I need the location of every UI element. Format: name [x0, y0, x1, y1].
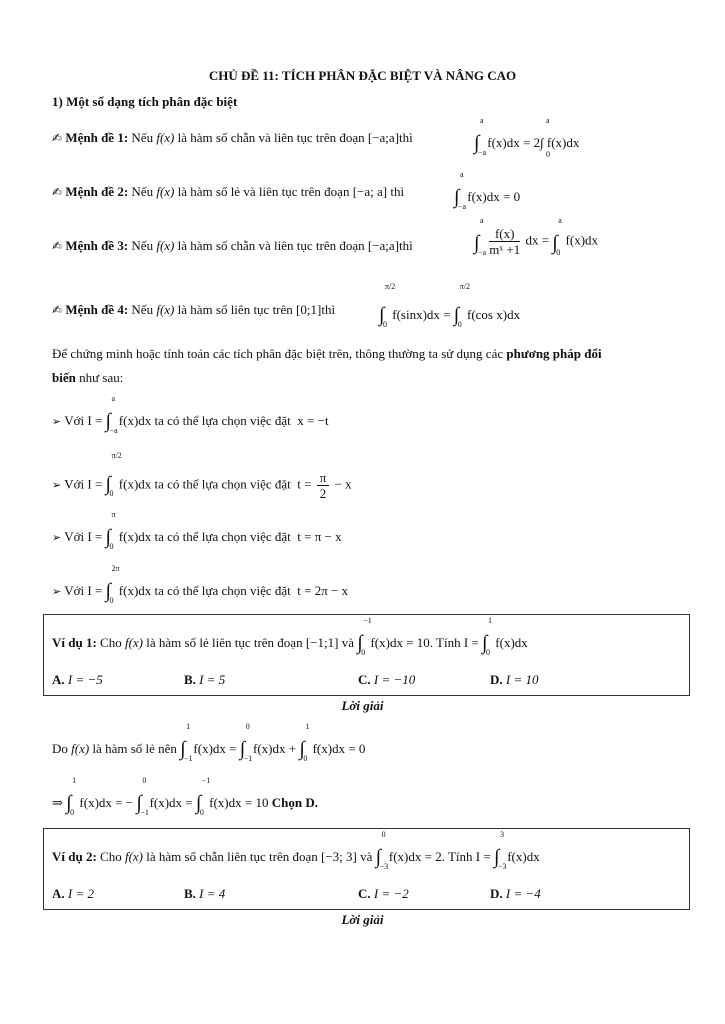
- proposition-label: Mệnh đề 1:: [65, 130, 129, 145]
- intro-paragraph: Để chứng minh hoặc tính toán các tích phân đặc biệt trên, thông thường ta sử dụng các phương pháp đổi: [52, 346, 602, 361]
- solution-label: Lời giải: [341, 698, 384, 713]
- proposition-3: ✍ Mệnh đề 3: Nếu f(x) là hàm số chẵn và liên tục trên đoạn [−a;a]thì: [52, 238, 413, 253]
- option-a: A. I = 2: [52, 886, 94, 901]
- arrow-bullet-icon: ➢: [52, 415, 62, 428]
- section-heading: 1) Một số dạng tích phân đặc biệt: [52, 94, 238, 109]
- arrow-bullet-icon: ➢: [52, 531, 62, 544]
- option-c: C. I = −10: [358, 672, 416, 687]
- proposition-4: ✍ Mệnh đề 4: Nếu f(x) là hàm số liên tục trên [0;1]thì: [52, 302, 336, 317]
- option-a: A. I = −5: [52, 672, 103, 687]
- method-3: ➢ Với I = ∫ π 0 f(x)dx ta có thể lựa chọn việc đặt t = π − x: [52, 510, 342, 551]
- proposition-label: Mệnh đề 3:: [65, 238, 129, 253]
- hand-pen-icon: ✍: [52, 131, 63, 145]
- proposition-label: Mệnh đề 4:: [65, 302, 129, 317]
- formula-1: ∫ a −a f(x)dx = 2∫ f(x)dx: [474, 116, 580, 157]
- method-2: ➢ Với I = ∫ π/2 0 f(x)dx ta có thể lựa chọn việc đặt t = $\frac{\pi}{2}$ − x: [52, 451, 352, 501]
- proposition-2: ✍ Mệnh đề 2: Nếu f(x) là hàm số lẻ và liên tục trên đoạn [−a; a] thì: [52, 184, 405, 199]
- option-c: C. I = −2: [358, 886, 409, 901]
- proposition-1: ✍ Mệnh đề 1: Nếu f(x) là hàm số chẵn và liên tục trên đoạn [−a;a]thì: [52, 130, 413, 145]
- proposition-label: Mệnh đề 2:: [65, 184, 129, 199]
- intro-paragraph-2: biến như sau:: [52, 370, 124, 385]
- formula-4: ∫ π/2 0 f(sinx)dx = ∫ π/2 0 f(cos x)dx: [379, 282, 521, 329]
- solution-1-line-2: ⇒ ∫ 1 0 f(x)dx = − ∫ 0 −1 f(x)dx = ∫ −1 0 f(x)dx = 10 Chọn D.: [52, 776, 318, 817]
- arrow-bullet-icon: ➢: [52, 478, 62, 492]
- arrow-bullet-icon: ➢: [52, 585, 62, 598]
- method-4: ➢ Với I = ∫ 2π 0 f(x)dx ta có thể lựa chọn việc đặt t = 2π − x: [52, 564, 349, 605]
- example-2-question: Ví dụ 2: Cho f(x) là hàm số chẵn liên tục trên đoạn [−3; 3] và ∫ 0 −3 f(x)dx = 2. Tính I = ∫ 3 −3 f(x)dx: [52, 830, 540, 871]
- hand-pen-icon: ✍: [52, 239, 63, 253]
- option-b: B. I = 5: [184, 672, 226, 687]
- hand-pen-icon: ✍: [52, 303, 63, 317]
- formula-2: ∫ a −a f(x)dx = 0: [454, 170, 521, 211]
- formula-3: ∫ a −a $\frac{f(x)}{\text{mˣ +1}}$ dx = ∫ a 0 f(x)dx: [474, 216, 599, 257]
- hand-pen-icon: ✍: [52, 185, 63, 199]
- method-1: ➢ Với I = ∫ a −a f(x)dx ta có thể lựa chọn việc đặt x = −t: [52, 394, 329, 435]
- option-b: B. I = 4: [184, 886, 226, 901]
- option-d: D. I = −4: [490, 886, 541, 901]
- example-1-question: Ví dụ 1: Cho f(x) là hàm số lẻ liên tục trên đoạn [−1;1] và ∫ −1 0 f(x)dx = 10. Tính I = ∫ 1 0 f(x)dx: [52, 616, 528, 657]
- solution-1-line-1: Do f(x) là hàm số lẻ nên ∫ 1 −1 f(x)dx = ∫ 0 −1 f(x)dx + ∫ 1 0 f(x)dx = 0: [52, 722, 366, 763]
- solution-label-2: Lời giải: [341, 912, 384, 927]
- page-title: CHỦ ĐỀ 11: TÍCH PHÂN ĐẶC BIỆT VÀ NÂNG CAO: [208, 68, 517, 83]
- option-d: D. I = 10: [490, 672, 539, 687]
